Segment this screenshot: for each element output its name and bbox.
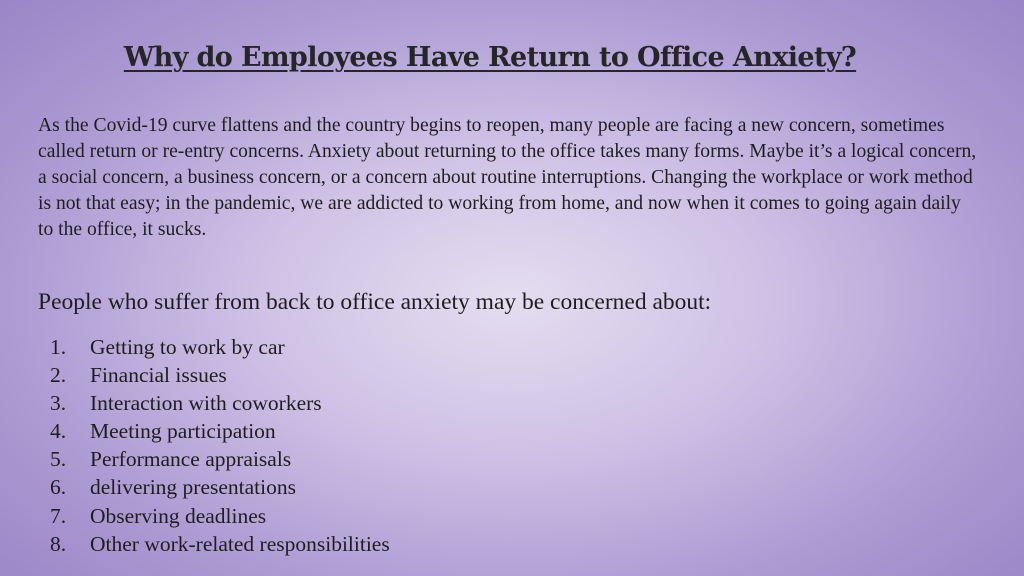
list-item-text: Other work-related responsibilities: [90, 531, 390, 556]
list-item: [50, 389, 650, 417]
concerns-list: [50, 333, 650, 558]
list-item-text: Getting to work by car: [90, 335, 285, 359]
list-item-number: 1.: [50, 335, 67, 359]
list-item-text: Meeting participation: [90, 419, 276, 444]
intro-paragraph: As the Covid-19 curve flattens and the country begins to reopen, many people are facing a new concern, sometimes called return or re-entry concerns. Anxiety about returning to the office takes many forms. Maybe it’s a logical concern, a social concern, a business concern, or a concern about routine interruptions. Changing the workplace or work method is not that easy; in the pandemic, we are addicted to working from home, and now when it comes to going again daily to the office, it sucks.: [38, 115, 977, 240]
list-item-text: Performance appraisals: [90, 447, 292, 472]
concerns-lead-text: People who suffer from back to office anxiety may be concerned about:: [38, 289, 712, 315]
list-item: [50, 417, 650, 445]
list-item-number: 5.: [50, 447, 67, 472]
list-item-text: Observing deadlines: [90, 503, 267, 528]
list-item: [50, 530, 650, 558]
list-item-number: 2.: [50, 363, 67, 388]
slide-title: Why do Employees Have Return to Office Anxiety?: [123, 42, 857, 73]
list-item-number: 7.: [50, 503, 67, 528]
list-item: [50, 333, 650, 361]
list-item-number: 4.: [50, 419, 67, 444]
list-item: [50, 502, 650, 530]
list-item: [50, 361, 650, 389]
list-item-text: delivering presentations: [90, 475, 296, 500]
list-item: [50, 473, 650, 501]
list-item-text: Financial issues: [90, 363, 227, 388]
list-item-text: Interaction with coworkers: [90, 391, 322, 416]
list-item-number: 6.: [50, 475, 67, 500]
list-item-number: 3.: [50, 391, 67, 416]
list-item: [50, 445, 650, 473]
list-item-number: 8.: [50, 531, 67, 556]
